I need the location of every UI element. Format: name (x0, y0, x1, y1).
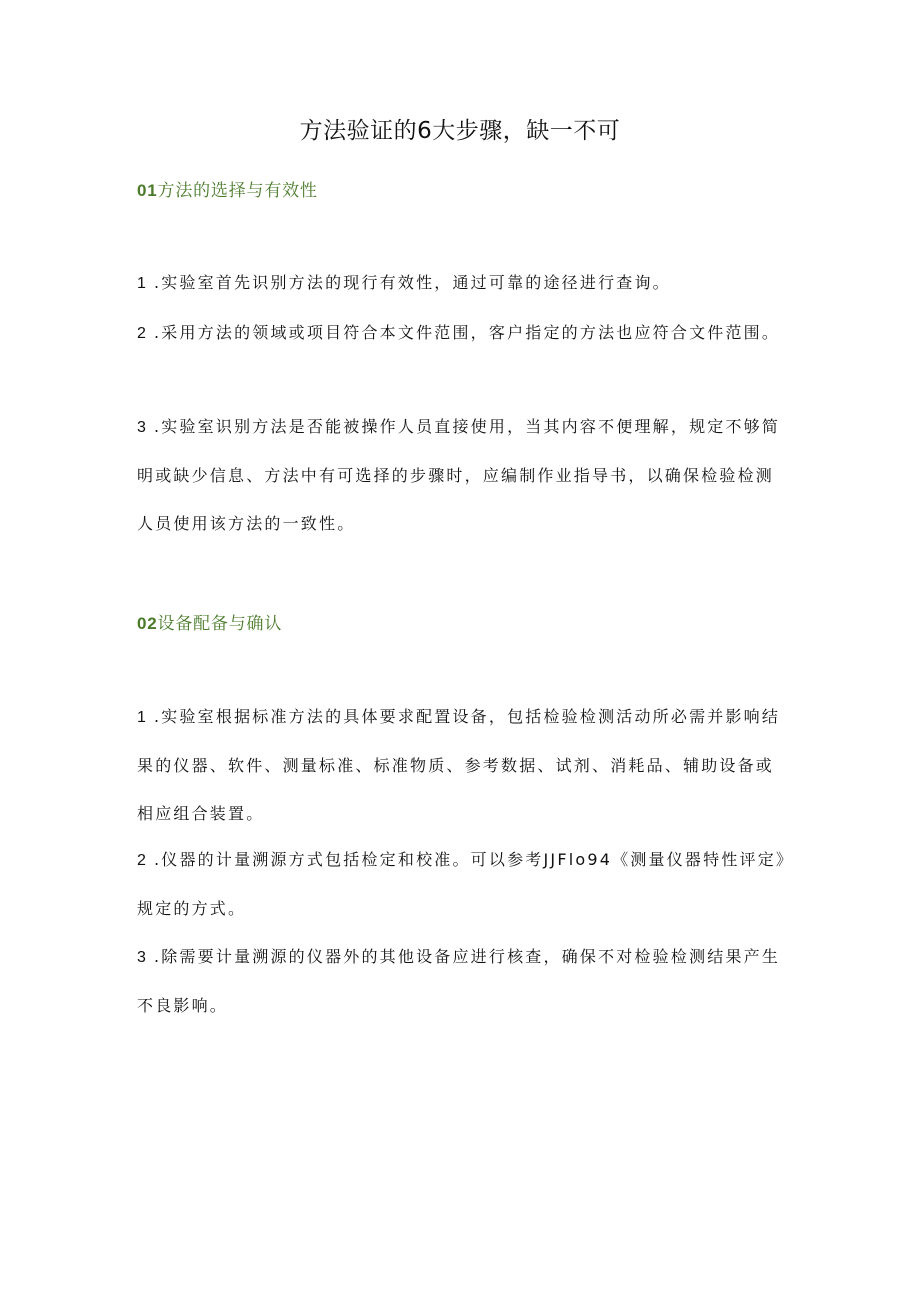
list-item (137, 259, 787, 308)
item-index: 1 (137, 709, 149, 726)
item-index: 2 (137, 325, 149, 342)
section-number: 02 (137, 614, 158, 633)
section-heading-02 (137, 609, 282, 634)
item-text: .实验室首先识别方法的现行有效性，通过可靠的途径进行查询。 (154, 273, 671, 292)
list-item (137, 933, 787, 1030)
list-item (137, 693, 787, 838)
item-index: 2 (137, 852, 149, 869)
item-index: 1 (137, 275, 149, 292)
item-text: .实验室识别方法是否能被操作人员直接使用，当其内容不便理解，规定不够简明或缺少信息、方法中有可选择的步骤时，应编制作业指导书，以确保检验检测人员使用该方法的一致性。 (137, 417, 781, 533)
item-text: .实验室根据标准方法的具体要求配置设备，包括检验检测活动所必需并影响结果的仪器、软件、测量标准、标准物质、参考数据、试剂、消耗品、辅助设备或相应组合装置。 (137, 707, 781, 823)
document-title: 方法验证的6大步骤，缺一不可 (299, 118, 621, 144)
list-item (137, 836, 787, 933)
item-index: 3 (137, 419, 149, 436)
item-text: .仪器的计量溯源方式包括检定和校准。可以参考JJFlo94《测量仪器特性评定》规定的方式。 (137, 850, 787, 918)
item-text: .采用方法的领域或项目符合本文件范围，客户指定的方法也应符合文件范围。 (154, 323, 781, 342)
section-number: 01 (137, 181, 158, 200)
item-index: 3 (137, 949, 149, 966)
list-item (137, 309, 787, 358)
item-text: .除需要计量溯源的仪器外的其他设备应进行核查，确保不对检验检测结果产生不良影响。 (137, 947, 781, 1015)
section-heading-01 (137, 176, 318, 201)
section-title: 设备配备与确认 (157, 614, 283, 634)
section-title: 方法的选择与有效性 (157, 181, 318, 201)
list-item (137, 403, 787, 548)
